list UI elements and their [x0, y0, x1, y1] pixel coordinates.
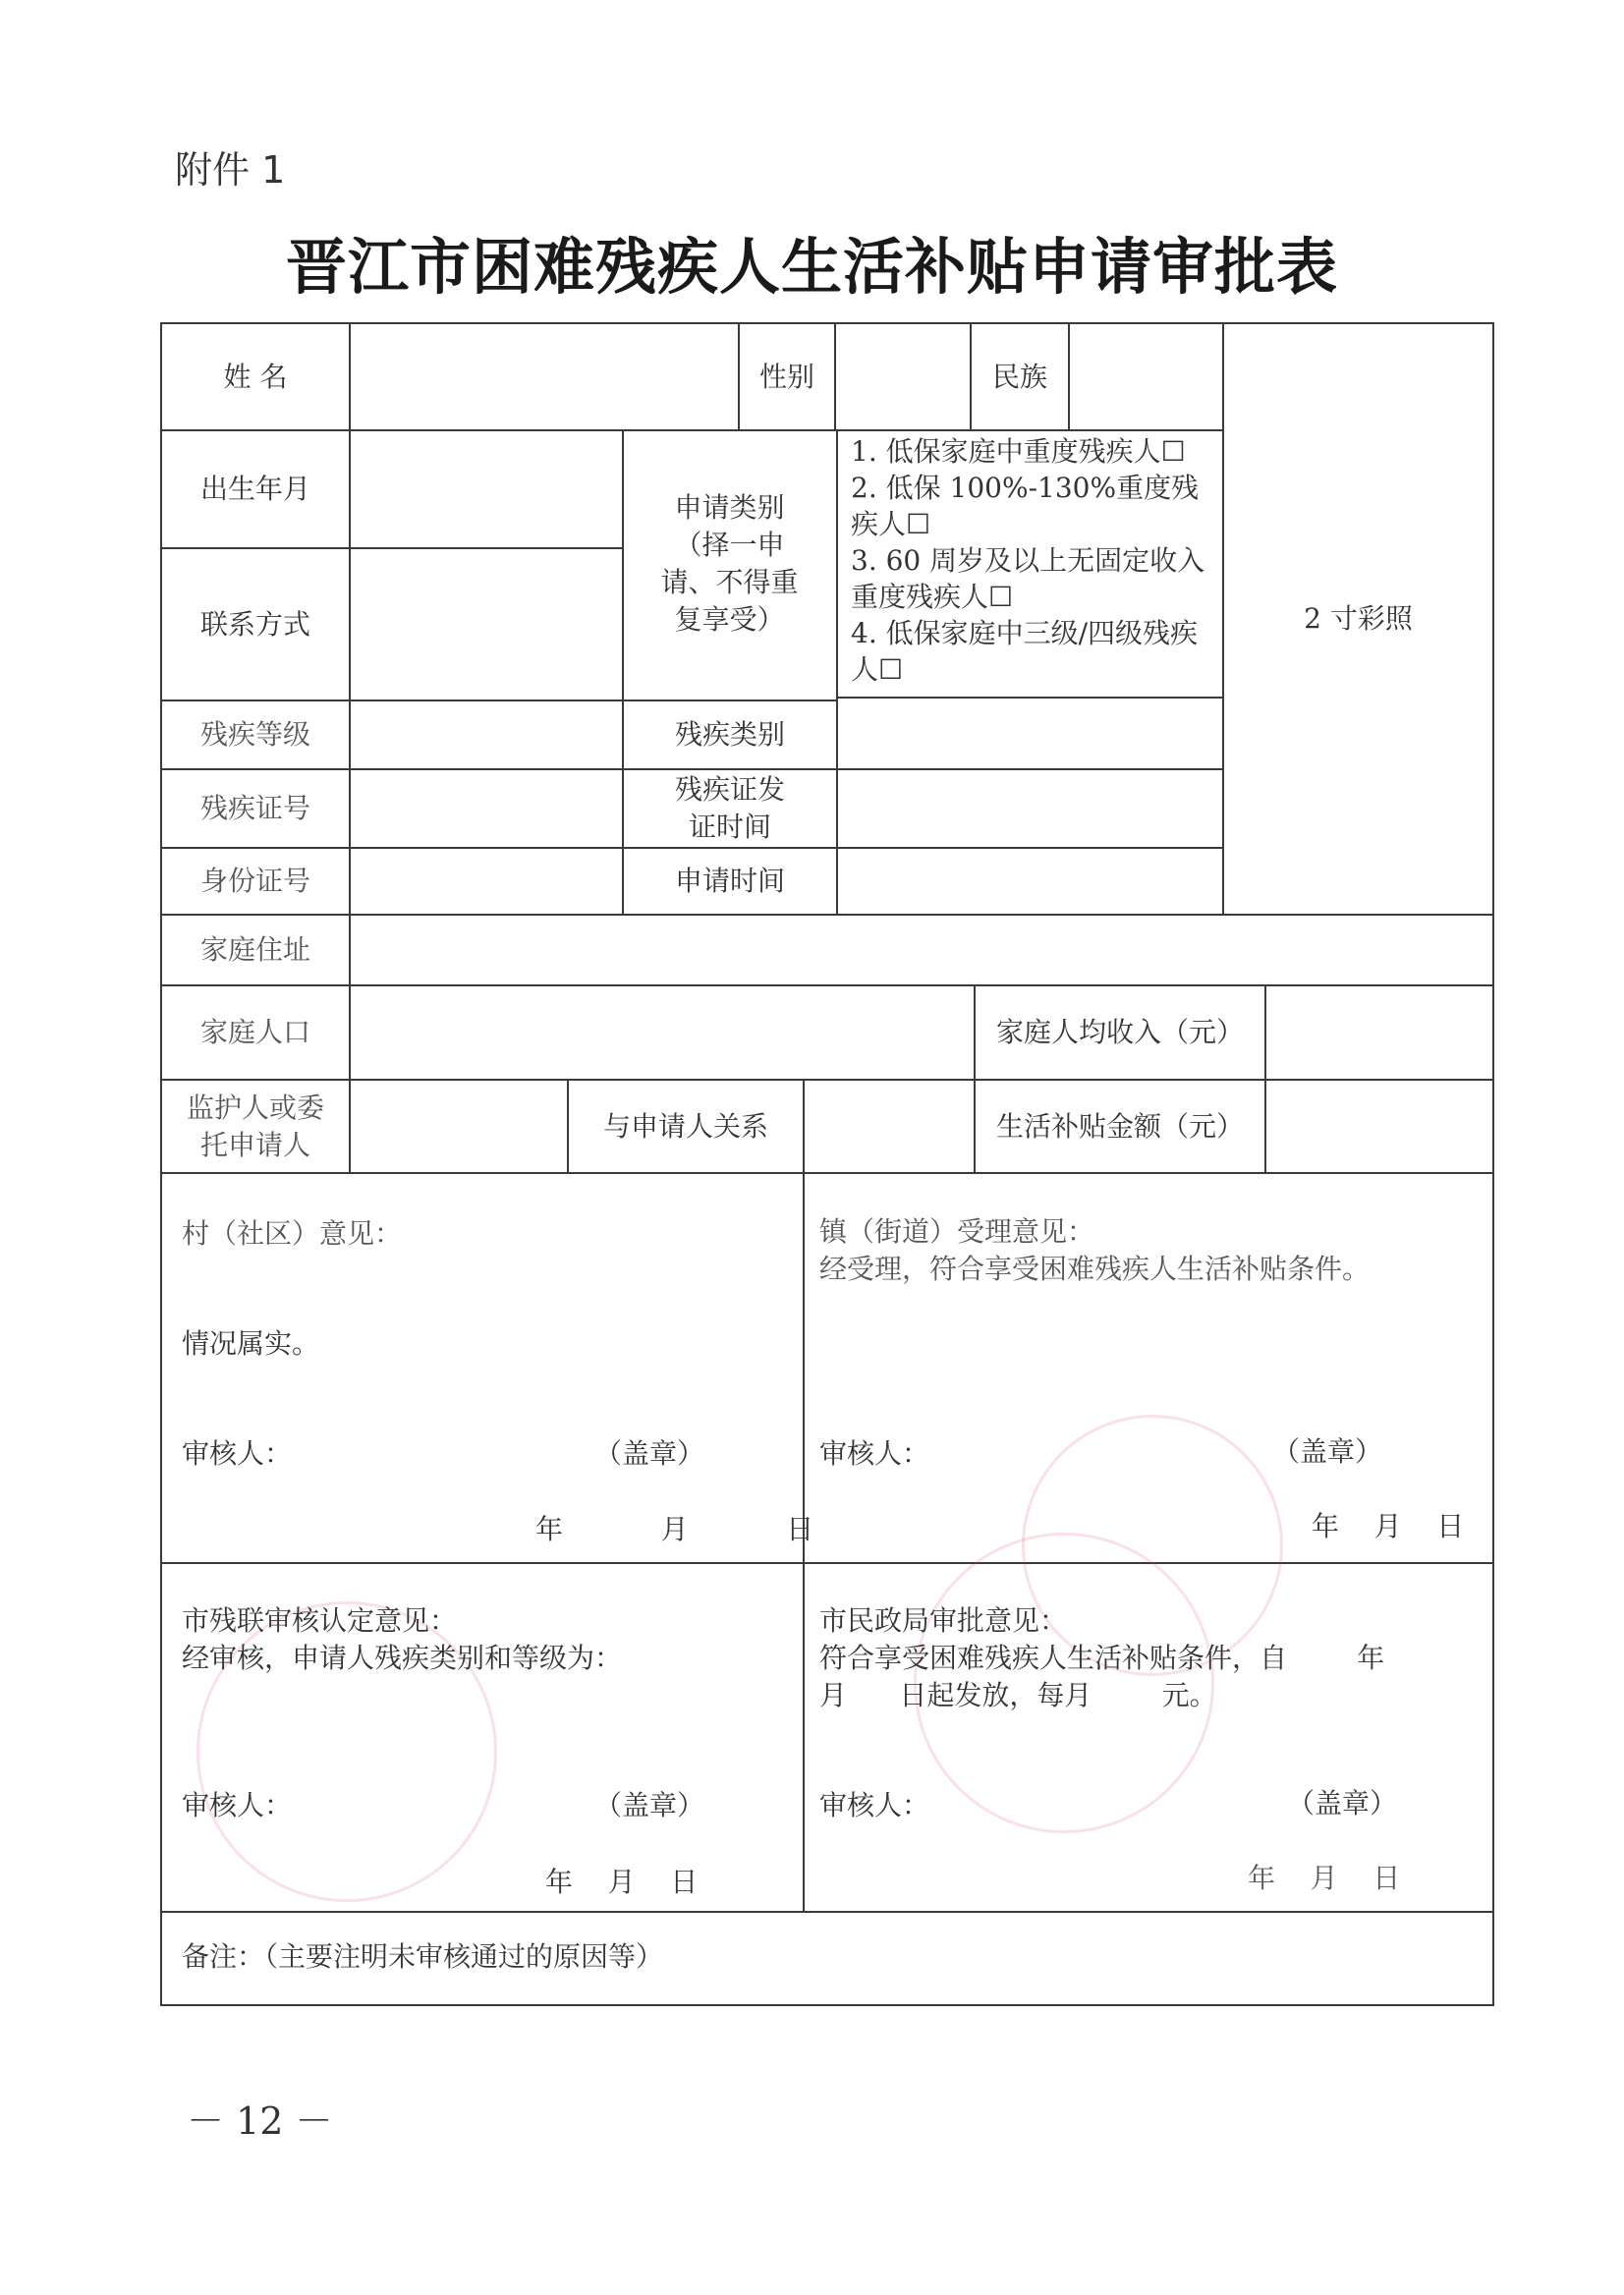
gender-label: 性别	[758, 360, 814, 393]
town-seal-label: （盖章）	[1272, 1435, 1383, 1468]
form-title: 晋江市困难残疾人生活补贴申请审批表	[285, 231, 1338, 303]
cdpf-seal-label: （盖章）	[594, 1789, 705, 1821]
town-opinion-title: 镇（街道）受理意见：	[819, 1215, 1095, 1248]
disability-cert-no-field[interactable]	[351, 770, 622, 847]
disability-level-field[interactable]	[351, 701, 622, 768]
contact-label: 联系方式	[199, 607, 310, 641]
apply-time-field[interactable]	[838, 849, 1222, 914]
relation-label: 与申请人关系	[602, 1109, 768, 1143]
avg-income-field[interactable]	[1266, 986, 1492, 1079]
guardian-label: 监护人或委托申请人	[186, 1091, 324, 1161]
birth-field[interactable]	[351, 431, 622, 547]
ethnicity-label: 民族	[991, 360, 1047, 393]
apply-type-label: 申请类别（择一申请、不得重复享受）	[660, 491, 799, 636]
village-seal-label: （盖章）	[594, 1437, 705, 1470]
household-field[interactable]	[351, 986, 974, 1079]
civil-affairs-date: 年 月 日	[1248, 1862, 1401, 1894]
cdpf-opinion-body: 经审核，申请人残疾类别和等级为：	[182, 1642, 623, 1674]
cdpf-opinion-title: 市残联审核认定意见：	[182, 1604, 458, 1637]
subsidy-label: 生活补贴金额（元）	[995, 1109, 1244, 1143]
civil-affairs-reviewer-label: 审核人：	[819, 1789, 930, 1821]
disability-cert-no-label: 残疾证号	[199, 792, 310, 824]
contact-field[interactable]	[351, 549, 622, 700]
disability-type-field[interactable]	[838, 701, 1222, 768]
apply-type-options	[851, 433, 1214, 688]
name-field[interactable]	[351, 324, 738, 429]
guardian-field[interactable]	[351, 1081, 567, 1172]
town-date: 年 月 日	[1312, 1510, 1465, 1542]
apply-type-option[interactable]: 3. 60 周岁及以上无固定收入重度残疾人☐	[851, 544, 1205, 613]
attachment-label: 附件 1	[175, 148, 286, 192]
town-opinion-body: 经受理，符合享受困难残疾人生活补贴条件。	[819, 1253, 1371, 1285]
id-no-label: 身份证号	[199, 865, 310, 897]
disability-type-label: 残疾类别	[674, 718, 785, 751]
village-reviewer-label: 审核人：	[182, 1437, 293, 1470]
page-number: － 12 －	[187, 2099, 333, 2143]
village-opinion-body: 情况属实。	[182, 1327, 320, 1360]
civil-affairs-seal-label: （盖章）	[1287, 1787, 1398, 1819]
civil-affairs-opinion-body: 符合享受困难残疾人生活补贴条件，自 年	[819, 1642, 1385, 1674]
relation-field[interactable]	[805, 1081, 974, 1172]
name-label: 姓 名	[223, 360, 288, 393]
apply-type-option[interactable]: 2. 低保 100%-130%重度残疾人☐	[851, 472, 1200, 540]
ethnicity-field[interactable]	[1070, 324, 1222, 429]
cert-issue-time-label: 残疾证发证时间	[674, 773, 785, 843]
remark-row: 备注：（主要注明未审核通过的原因等）	[182, 1940, 664, 1973]
cert-issue-time-field[interactable]	[838, 770, 1222, 847]
avg-income-label: 家庭人均收入（元）	[995, 1016, 1244, 1048]
id-no-field[interactable]	[351, 849, 622, 914]
town-reviewer-label: 审核人：	[819, 1437, 930, 1470]
apply-type-option[interactable]: 1. 低保家庭中重度残疾人☐	[851, 435, 1186, 468]
photo-placeholder[interactable]: 2 寸彩照	[1304, 602, 1413, 635]
civil-affairs-opinion-body: 月 日起发放，每月 元。	[819, 1679, 1217, 1711]
birth-label: 出生年月	[199, 473, 310, 505]
village-date: 年 月 日	[535, 1513, 814, 1545]
gender-field[interactable]	[836, 324, 970, 429]
disability-level-label: 残疾等级	[199, 718, 310, 751]
subsidy-field[interactable]	[1266, 1081, 1492, 1172]
address-label: 家庭住址	[199, 933, 310, 966]
household-label: 家庭人口	[199, 1016, 310, 1048]
address-field[interactable]	[351, 916, 1492, 984]
village-opinion-title: 村（社区）意见：	[182, 1217, 403, 1250]
apply-type-option[interactable]: 4. 低保家庭中三级/四级残疾人☐	[851, 617, 1199, 686]
cdpf-date: 年 月 日	[545, 1866, 699, 1898]
cdpf-reviewer-label: 审核人：	[182, 1789, 293, 1821]
apply-time-label: 申请时间	[674, 865, 785, 897]
civil-affairs-opinion-title: 市民政局审批意见：	[819, 1604, 1068, 1637]
